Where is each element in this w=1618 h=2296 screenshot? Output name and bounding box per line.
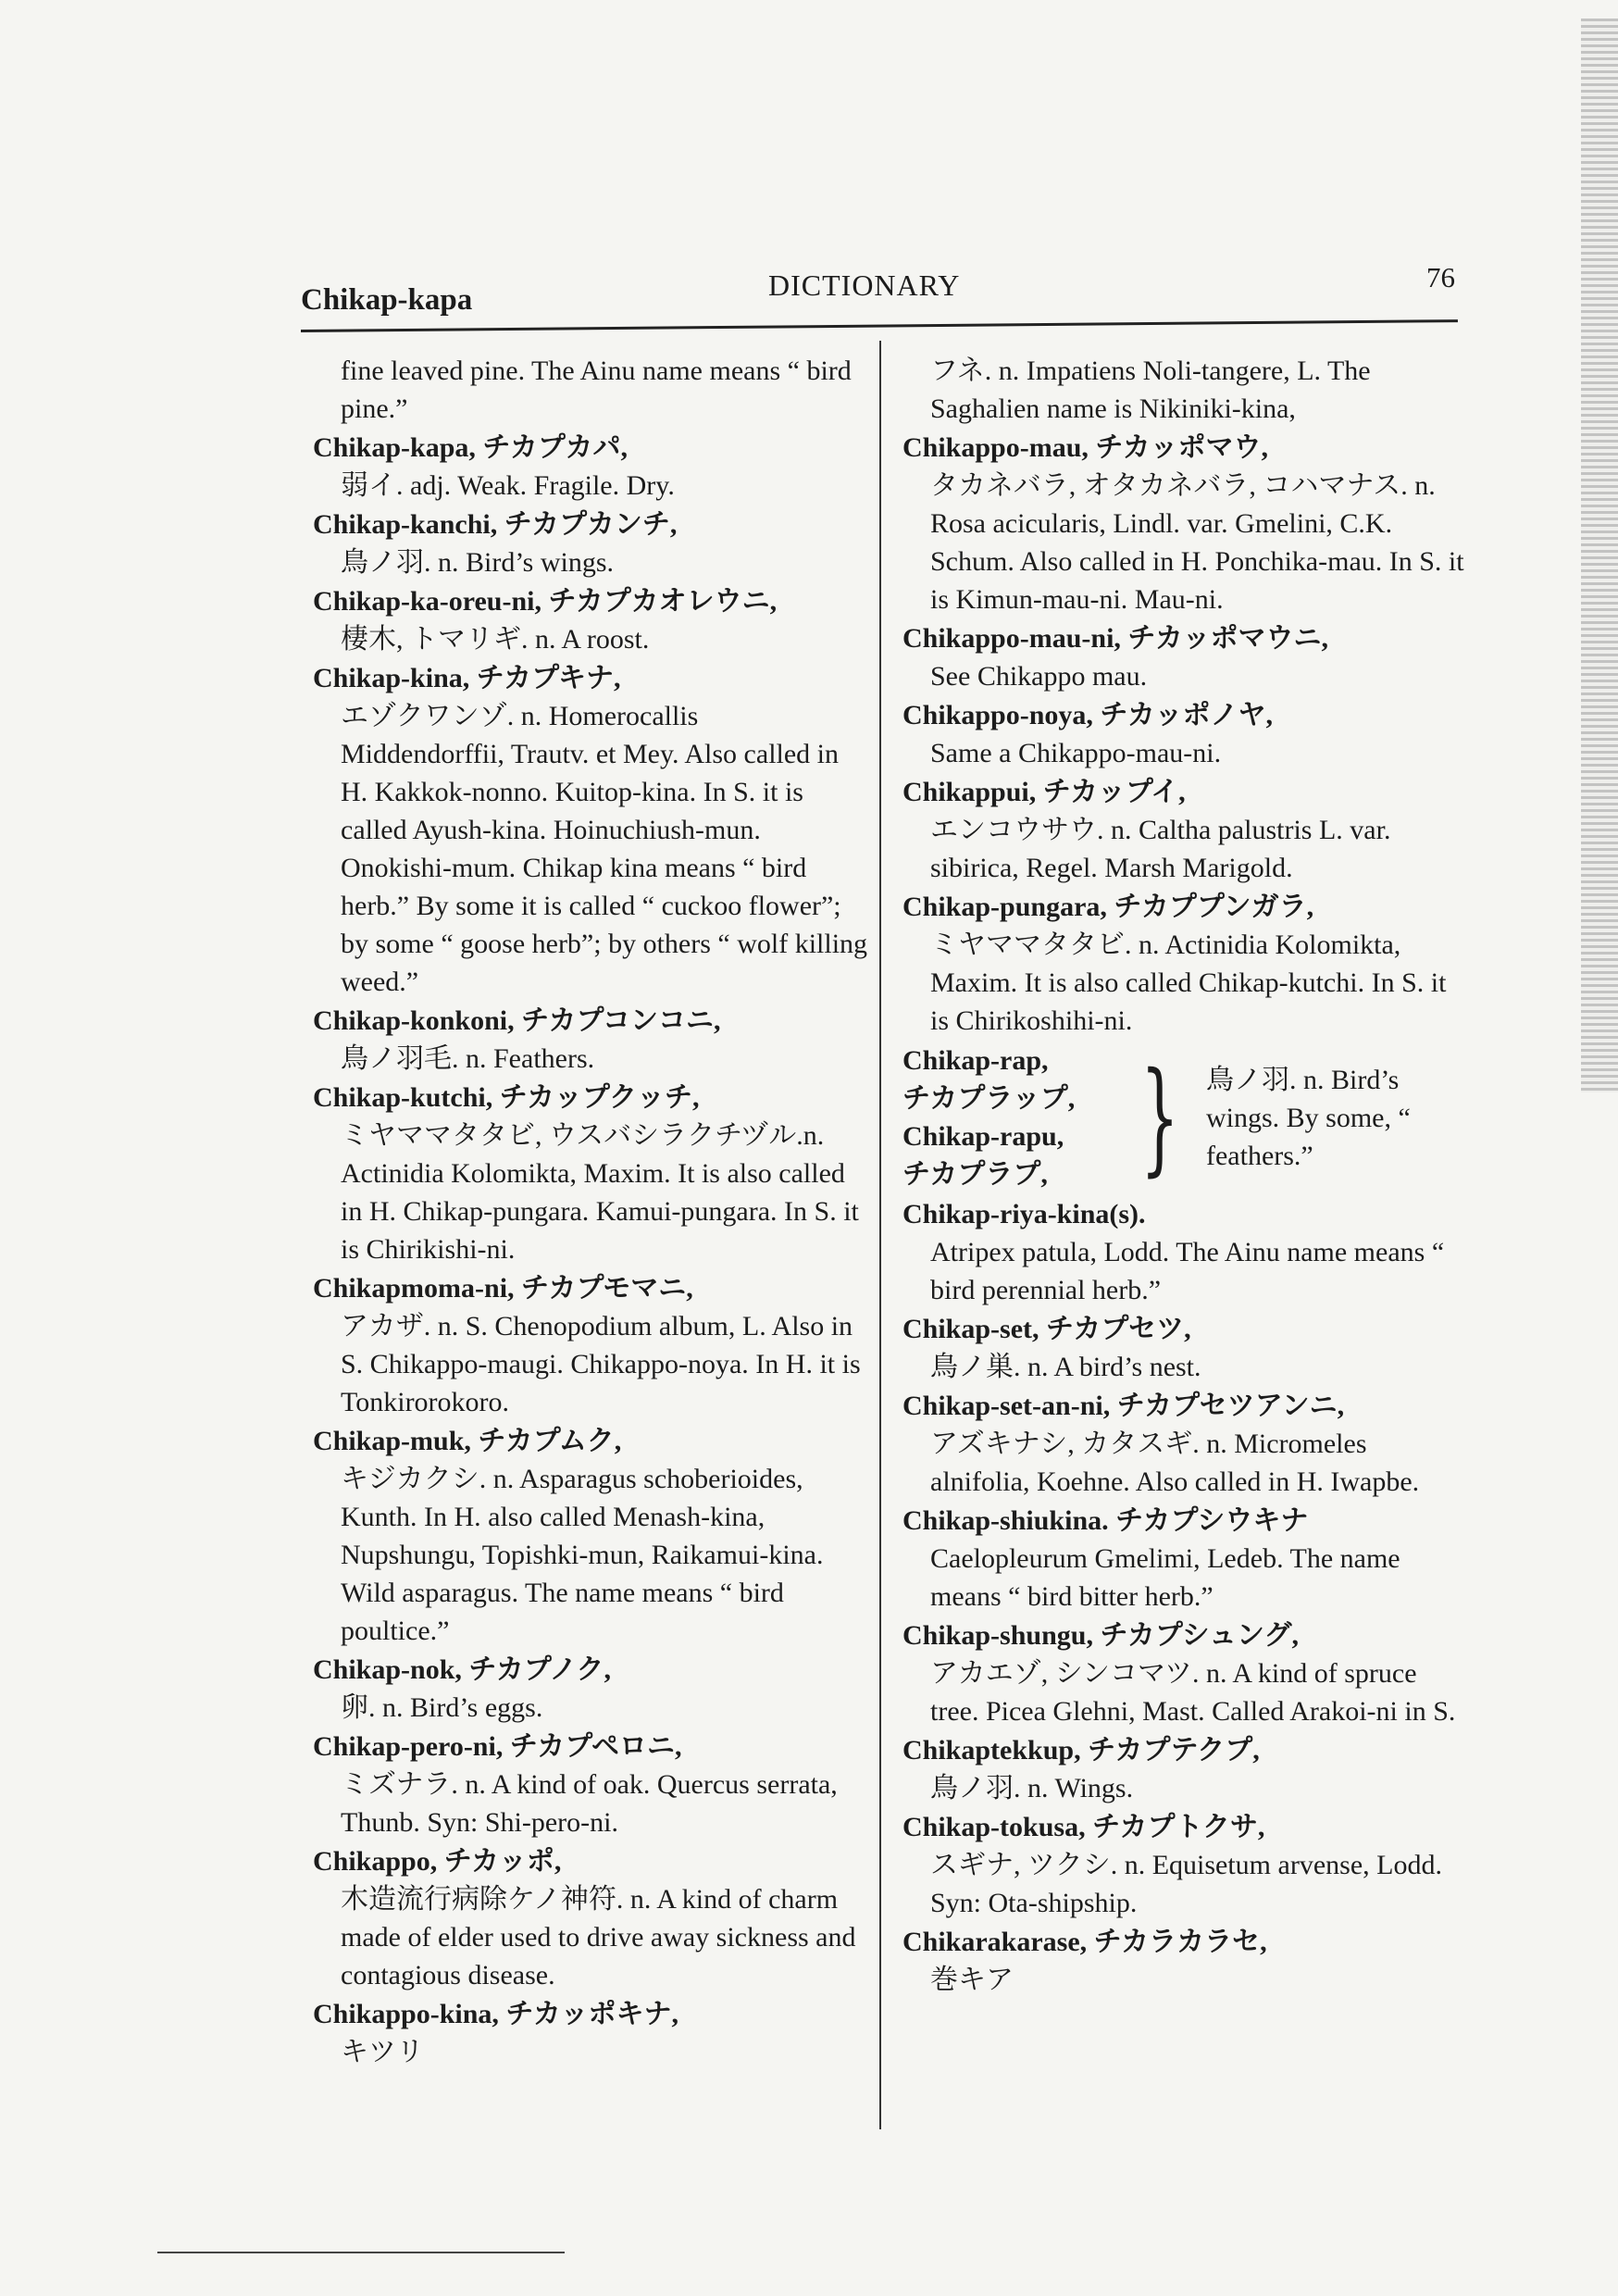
- entry-headword: Chikap-kanchi, チカプカンチ,: [313, 509, 678, 540]
- entry-headword: Chikap-nok, チカプノク,: [313, 1654, 612, 1685]
- right-column: [902, 352, 1469, 2000]
- dictionary-entry: [902, 696, 1469, 772]
- entry-headword: Chikap-set, チカプセツ,: [902, 1314, 1191, 1344]
- dictionary-entry: [902, 888, 1469, 1040]
- entry-definition: 棲木, トマリギ. n. A roost.: [341, 624, 650, 655]
- entry-headword: チカプラプ,: [902, 1159, 1048, 1190]
- entry-definition: 鳥ノ羽. n. Wings.: [930, 1773, 1134, 1803]
- dictionary-entry: [902, 1387, 1469, 1501]
- entry-headword: Chikap-muk, チカプムク,: [313, 1426, 622, 1456]
- entry-headword: Chikap-kapa, チカプカパ,: [313, 432, 629, 463]
- entry-headword: Chikap-riya-kina(s).: [902, 1199, 1146, 1229]
- entry-headword: Chikapmoma-ni, チカプモマニ,: [313, 1273, 693, 1304]
- entry-definition: 弱イ. adj. Weak. Fragile. Dry.: [341, 470, 675, 501]
- dictionary-entry: [902, 1808, 1469, 1922]
- entry-definition: 卵. n. Bird’s eggs.: [341, 1692, 543, 1723]
- entry-definition: 木造流行病除ケノ神符. n. A kind of charm made of elder used to drive away sickness and contagious disease.: [341, 1884, 856, 1990]
- entry-headword: Chikap-rapu,: [902, 1121, 1064, 1152]
- dictionary-entry: [902, 1616, 1469, 1730]
- dictionary-entry: [313, 429, 868, 505]
- entry-definition: エンコウサウ. n. Caltha palustris L. var. sibirica, Regel. Marsh Marigold.: [930, 815, 1391, 883]
- entry-headword: チカプラップ,: [902, 1083, 1076, 1114]
- entry-headword: Chikappo-mau-ni, チカッポマウニ,: [902, 623, 1329, 654]
- dictionary-entry: [902, 352, 1469, 428]
- entry-definition: ミヤママタタビ, ウスバシラクチヅル.n. Actinidia Kolomikta, Maxim. It is also called in H. Chikap-pungara. Kamui-pungara. In S. it is Chirikishi-ni.: [341, 1120, 859, 1265]
- entry-definition: キジカクシ. n. Asparagus schoberioides, Kunth. In H. also called Menash-kina, Nupshungu, Topishki-mun, Raikamui-kina. Wild asparagus. The name means “ bird poultice.”: [341, 1464, 824, 1646]
- dictionary-entry: [902, 1502, 1469, 1616]
- guide-word: Chikap-kapa: [301, 283, 473, 317]
- scan-edge-artifact: [1581, 19, 1618, 1092]
- grouped-entry: [902, 1042, 1469, 1193]
- page-number: 76: [1426, 261, 1455, 293]
- entry-definition: 鳥ノ羽. n. Bird’s wings.: [341, 547, 615, 578]
- entry-definition: Atripex patula, Lodd. The Ainu name means “ bird perennial herb.”: [930, 1237, 1445, 1305]
- entry-definition: ミヤママタタビ. n. Actinidia Kolomikta, Maxim. It is also called Chikap-kutchi. In S. it is Chirikoshihi-ni.: [930, 930, 1447, 1036]
- entry-headword: Chikappo-mau, チカッポマウ,: [902, 432, 1269, 463]
- entry-headword: Chikarakarase, チカラカラセ,: [902, 1927, 1267, 1957]
- page-header: [301, 243, 1462, 326]
- entry-headword: Chikap-kina, チカプキナ,: [313, 663, 621, 693]
- entry-headword: Chikap-set-an-ni, チカプセツアンニ,: [902, 1391, 1345, 1421]
- entry-definition: Same a Chikappo-mau-ni.: [930, 738, 1222, 768]
- entry-definition: アカザ. n. S. Chenopodium album, L. Also in S. Chikappo-maugi. Chikappo-noya. In H. it is Tonkirorokoro.: [341, 1311, 861, 1417]
- dictionary-entry: [902, 773, 1469, 887]
- entry-headword: Chikap-pungara, チカププンガラ,: [902, 892, 1314, 922]
- entry-headword: Chikappui, チカップイ,: [902, 777, 1186, 807]
- dictionary-entry: [902, 619, 1469, 695]
- dictionary-entry: [313, 582, 868, 658]
- dictionary-entry: [902, 1310, 1469, 1386]
- entry-definition: ミズナラ. n. A kind of oak. Quercus serrata, Thunb. Syn: Shi-pero-ni.: [341, 1769, 838, 1838]
- entry-definition: エゾクワンゾ. n. Homerocallis Middendorffii, Trautv. et Mey. Also called in H. Kakkok-nonno. Kuitop-kina. In S. it is called Ayush-kina. Hoinuchiush-mun. Onokishi-mum. Chikap kina means “ bird herb.” By some it is called “ cuckoo flower”; by some “ goose herb”; by others “ wolf killing weed.”: [341, 701, 868, 997]
- entry-definition: 巻キア: [930, 1965, 1014, 1995]
- entry-definition: 鳥ノ巣. n. A bird’s nest.: [930, 1352, 1201, 1382]
- entry-headword: Chikap-tokusa, チカプトクサ,: [902, 1812, 1265, 1842]
- dictionary-entry: [902, 1195, 1469, 1309]
- dictionary-entry: [313, 1002, 868, 1078]
- dictionary-entry: [313, 659, 868, 1001]
- dictionary-entry: [313, 1422, 868, 1650]
- dictionary-entry: [902, 1923, 1469, 1999]
- entry-headword: Chikap-kutchi, チカップクッチ,: [313, 1082, 700, 1113]
- dictionary-entry: [313, 1079, 868, 1268]
- entry-definition: 鳥ノ羽毛. n. Feathers.: [341, 1043, 595, 1074]
- entry-headword: Chikap-rap,: [902, 1045, 1049, 1076]
- entry-definition: タカネバラ, オタカネバラ, コハマナス. n. Rosa acicularis, Lindl. var. Gmelini, C.K. Schum. Also called in H. Ponchika-mau. In S. it is Kimun-mau-ni. Mau-ni.: [930, 470, 1464, 615]
- left-column: [313, 352, 868, 2072]
- dictionary-entry: [902, 1731, 1469, 1807]
- entry-definition: 鳥ノ羽. n. Bird’s wings. By some, “ feathers.”: [1205, 1064, 1411, 1171]
- column-divider: [879, 341, 881, 2129]
- entry-definition: See Chikappo mau.: [930, 661, 1148, 692]
- entry-headword: Chikappo-noya, チカッポノヤ,: [902, 700, 1274, 730]
- dictionary-entry: [313, 352, 868, 428]
- entry-headword: Chikap-shungu, チカプシュング,: [902, 1620, 1299, 1651]
- entry-definition: アカエゾ, シンコマツ. n. A kind of spruce tree. Picea Glehni, Mast. Called Arakoi-ni in S.: [930, 1658, 1456, 1727]
- entry-headword: Chikappo, チカッポ,: [313, 1846, 562, 1877]
- entry-definition: フネ. n. Impatiens Noli-tangere, L. The Saghalien name is Nikiniki-kina,: [930, 356, 1371, 424]
- page-title: DICTIONARY: [768, 268, 961, 302]
- entry-headword: Chikap-ka-oreu-ni, チカプカオレウニ,: [313, 586, 778, 617]
- footer-rule: [157, 2252, 565, 2253]
- entry-headword: Chikappo-kina, チカッポキナ,: [313, 1999, 679, 2029]
- dictionary-entry: [313, 1842, 868, 1994]
- entry-definition: Caelopleurum Gmelimi, Ledeb. The name means “ bird bitter herb.”: [930, 1543, 1400, 1612]
- dictionary-entry: [313, 1995, 868, 2071]
- dictionary-entry: [313, 1728, 868, 1841]
- dictionary-entry: [313, 1651, 868, 1727]
- entry-headword: Chikap-konkoni, チカプコンコニ,: [313, 1005, 721, 1036]
- dictionary-entry: [313, 505, 868, 581]
- brace-icon: }: [1139, 1046, 1179, 1189]
- dictionary-entry: [902, 429, 1469, 618]
- entry-definition: アズキナシ, カタスギ. n. Micromeles alnifolia, Koehne. Also called in H. Iwapbe.: [930, 1429, 1420, 1497]
- entry-definition: fine leaved pine. The Ainu name means “ bird pine.”: [341, 356, 852, 424]
- entry-headword: Chikaptekkup, チカプテクプ,: [902, 1735, 1260, 1766]
- entry-headword: Chikap-pero-ni, チカプペロニ,: [313, 1731, 682, 1762]
- entry-definition: キツリ: [341, 2037, 424, 2067]
- dictionary-entry: [313, 1269, 868, 1421]
- entry-definition: スギナ, ツクシ. n. Equisetum arvense, Lodd. Syn: Ota-shipship.: [930, 1850, 1442, 1918]
- entry-headword: Chikap-shiukina. チカプシウキナ: [902, 1505, 1309, 1536]
